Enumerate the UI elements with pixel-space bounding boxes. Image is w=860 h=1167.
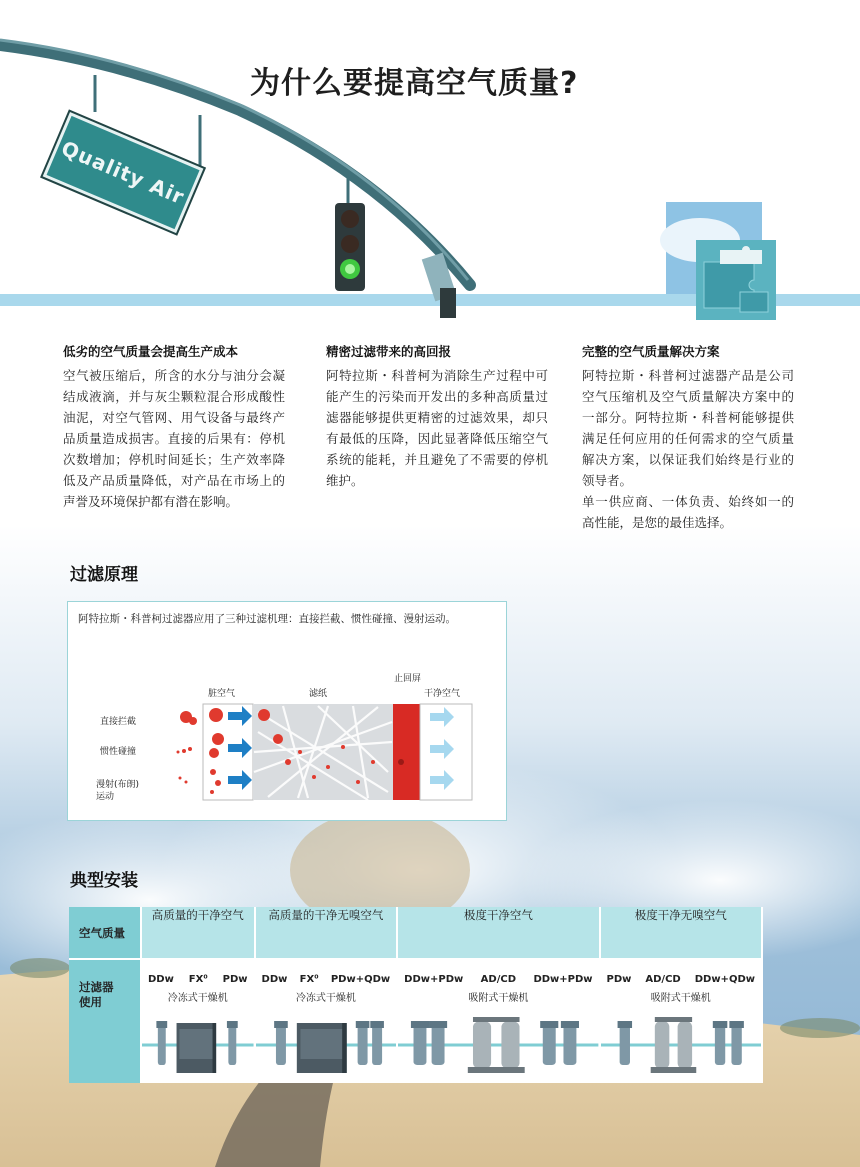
quality-cell: 极度干净空气 <box>397 907 599 959</box>
column-heading: 完整的空气质量解决方案 <box>582 344 720 359</box>
refrigerated-dryer-illustration <box>256 1003 397 1083</box>
adsorption-dryer-illustration <box>601 1003 761 1083</box>
sign-text: Quality Air <box>57 135 189 210</box>
filter-code: AD/CD <box>645 974 681 985</box>
filter-code: DDw+QDw <box>694 974 755 985</box>
filter-code: DDw <box>148 974 174 985</box>
page-title: 为什么要提高空气质量? <box>250 66 579 101</box>
filter-codes <box>256 960 397 985</box>
filter-code: FX⁰ <box>299 974 319 985</box>
install-cell <box>255 959 398 1083</box>
filter-code: PDw+QDw <box>330 974 391 985</box>
row-label-filter <box>69 959 141 1083</box>
dryer-type: 吸附式干燥机 <box>468 993 529 1004</box>
mechanism-label: 漫射(布朗) <box>96 780 140 790</box>
column-heading: 低劣的空气质量会提高生产成本 <box>63 344 239 359</box>
quality-cell: 极度干净无嗅空气 <box>600 907 762 959</box>
filter-code: DDw+PDw <box>533 974 593 985</box>
table-row <box>69 907 762 959</box>
mechanism-label: 运动 <box>96 792 115 802</box>
column-solution <box>582 342 794 533</box>
filter-codes <box>142 960 254 985</box>
filtration-diagram <box>67 601 507 821</box>
quality-cell: 高质量的干净空气 <box>141 907 255 959</box>
column-body: 阿特拉斯・科普柯为消除生产过程中可能产生的污染而开发出的多种高质量过滤器能够提供更精密的过滤效果，却只有最低的压降，因此显著降低压缩空气系统的能耗，并且避免了不需要的停机维护。 <box>326 368 548 488</box>
section-title-installation: 典型安装 <box>70 871 138 891</box>
refrigerated-dryer-illustration <box>142 1003 254 1083</box>
filter-codes <box>398 960 598 985</box>
label-dirty-air: 脏空气 <box>208 689 236 699</box>
filtration-illustration <box>68 602 508 822</box>
row-label-filter-line1: 过滤器 <box>79 980 114 994</box>
filter-code: FX⁰ <box>188 974 208 985</box>
install-cell <box>397 959 599 1083</box>
column-cost <box>63 342 285 512</box>
column-body: 阿特拉斯・科普柯过滤器产品是公司空气压缩机及空气质量解决方案中的一部分。阿特拉斯・科普柯能够提供满足任何应用的任何需求的空气质量解决方案，以保证我们始终是行业的领导者。 <box>582 368 794 488</box>
filtration-intro: 阿特拉斯・科普柯过滤器应用了三种过滤机理：直接拦截、惯性碰撞、漫射运动。 <box>78 613 456 625</box>
label-filter-paper: 滤纸 <box>309 689 328 699</box>
dryer-type: 冷冻式干燥机 <box>167 993 228 1004</box>
installation-table <box>69 907 763 1083</box>
column-return <box>326 342 548 491</box>
filter-code: PDw <box>222 974 248 985</box>
dryer-type: 冷冻式干燥机 <box>295 993 356 1004</box>
install-cell <box>141 959 255 1083</box>
dryer-type: 吸附式干燥机 <box>650 993 711 1004</box>
column-body: 空气被压缩后，所含的水分与油分会凝结成液滴，并与灰尘颗粒混合形成酸性油泥，对空气管网、用气设备与最终产品质量造成损害。直接的后果有：停机次数增加；停机时间延长；生产效率降低及产品质量降低，对产品在市场上的声誉及环境保护都有潜在影响。 <box>63 368 285 509</box>
filter-code: DDw+PDw <box>404 974 464 985</box>
label-stop-screen: 止回屏 <box>394 674 422 684</box>
column-body-2: 单一供应商、一体负责、始终如一的高性能，是您的最佳选择。 <box>582 494 794 530</box>
quality-cell: 高质量的干净无嗅空气 <box>255 907 398 959</box>
adsorption-dryer-illustration <box>398 1003 598 1083</box>
column-heading: 精密过滤带来的高回报 <box>326 344 452 359</box>
row-label-filter-line2: 使用 <box>79 995 102 1009</box>
table-row <box>69 959 762 1083</box>
mechanism-label: 惯性碰撞 <box>100 747 137 757</box>
mechanism-label: 直接拦截 <box>100 717 137 727</box>
filter-codes <box>601 960 761 985</box>
label-clean-air: 干净空气 <box>424 689 461 699</box>
section-title-filtration: 过滤原理 <box>70 565 138 585</box>
install-cell <box>600 959 762 1083</box>
filter-code: DDw <box>261 974 288 985</box>
row-label-quality: 空气质量 <box>69 907 141 959</box>
filter-code: PDw <box>606 974 632 985</box>
filter-code: AD/CD <box>480 974 517 985</box>
